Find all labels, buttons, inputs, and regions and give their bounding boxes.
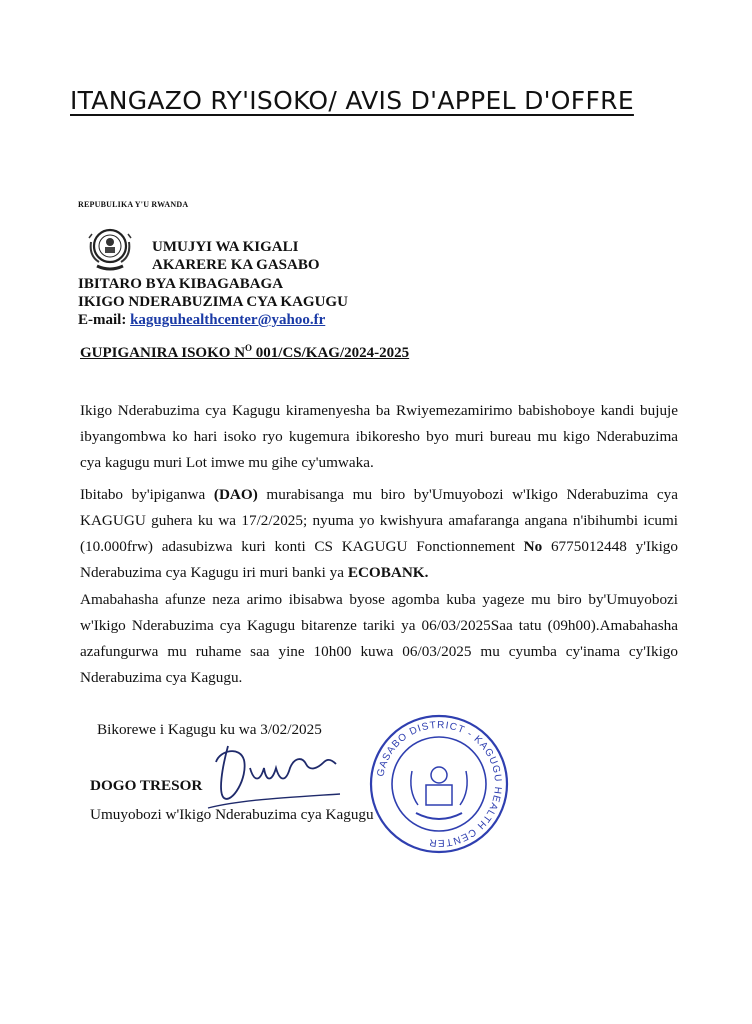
text-run: (10.000frw) adasubizwa kuri konti CS KAGUGU Fonctionnement	[80, 538, 524, 555]
tender-number	[80, 343, 409, 362]
paragraph-announcement	[80, 398, 678, 476]
text-run-bold: ECOBANK.	[347, 564, 429, 581]
letterhead-hospital: IBITARO BYA KIBAGABAGA	[78, 276, 284, 292]
signatory-title: Umuyobozi w'Ikigo Nderabuzima cya Kagugu	[90, 806, 374, 823]
tender-reference: 001/CS/KAG/2024-2025	[252, 345, 410, 361]
letterhead-city: UMUJYI WA KIGALI	[152, 239, 299, 255]
text-run: 6775012448 y'Ikigo	[542, 538, 678, 555]
text-run-bold: (DAO)	[213, 486, 258, 503]
text-run: murabisanga mu biro by'Umuyobozi w'Ikigo Nderabuzima cya	[257, 486, 678, 503]
text-run-bold: No	[523, 538, 543, 555]
tender-prefix: GUPIGANIRA ISOKO N	[80, 345, 246, 361]
paragraph-documents	[80, 482, 678, 586]
email-row	[78, 312, 325, 329]
paragraph-line: cya kagugu muri Lot imwe mu gihe cy'umwaka.	[80, 454, 374, 471]
paragraph-line: ibyangombwa ko hari isoko ryo kugemura ibikoresho byo muri bureau mu kigo Nderabuzima	[80, 428, 678, 445]
document-title: ITANGAZO RY'ISOKO/ AVIS D'APPEL D'OFFRE	[70, 86, 634, 115]
paragraph-line: KAGUGU guhera ku wa 17/2/2025; nyuma yo kwishyura amafaranga angana n'ibihumbi icumi	[80, 512, 678, 529]
email-label: E-mail:	[78, 312, 127, 328]
paragraph-line: w'Ikigo Nderabuzima cya Kagugu bitarenze tariki ya 06/03/2025Saa tatu (09h00).Amabahasha	[80, 617, 678, 634]
paragraph-submission	[80, 587, 678, 691]
text-run: Nderabuzima cya Kagugu iri muri banki ya	[80, 564, 348, 581]
email-link[interactable]: kaguguhealthcenter@yahoo.fr	[130, 312, 326, 328]
signatory-name: DOGO TRESOR	[90, 777, 203, 794]
republic-label: REPUBULIKA Y'U RWANDA	[78, 200, 189, 209]
paragraph-line: Nderabuzima cya Kagugu.	[80, 669, 243, 686]
letterhead-health-center: IKIGO NDERABUZIMA CYA KAGUGU	[78, 294, 348, 310]
rwanda-coat-of-arms-icon	[85, 222, 135, 274]
tender-superscript: O	[245, 343, 253, 353]
place-date: Bikorewe i Kagugu ku wa 3/02/2025	[97, 721, 322, 738]
paragraph-line	[80, 534, 678, 560]
official-stamp	[368, 713, 510, 855]
text-run: Ibitabo by'ipiganwa	[80, 486, 214, 503]
paragraph-line: azafungurwa mu ruhame saa yine 10h00 kuwa 06/03/2025 mu cyumba cy'inama cy'Ikigo	[80, 643, 678, 660]
paragraph-line: Ikigo Nderabuzima cya Kagugu kiramenyesha ba Rwiyemezamirimo babishoboye kandi bujuje	[80, 402, 678, 419]
svg-text:GASABO DISTRICT - KAGUGU HEALT	[375, 720, 503, 848]
stamp-text: GASABO DISTRICT - KAGUGU HEALTH CENTER	[375, 719, 504, 849]
paragraph-line	[80, 482, 678, 508]
paragraph-line: Amabahasha afunze neza arimo ibisabwa byose agomba kuba yageze mu biro by'Umuyobozi	[80, 591, 678, 608]
paragraph-line	[80, 560, 678, 586]
letterhead-district: AKARERE KA GASABO	[152, 257, 320, 273]
